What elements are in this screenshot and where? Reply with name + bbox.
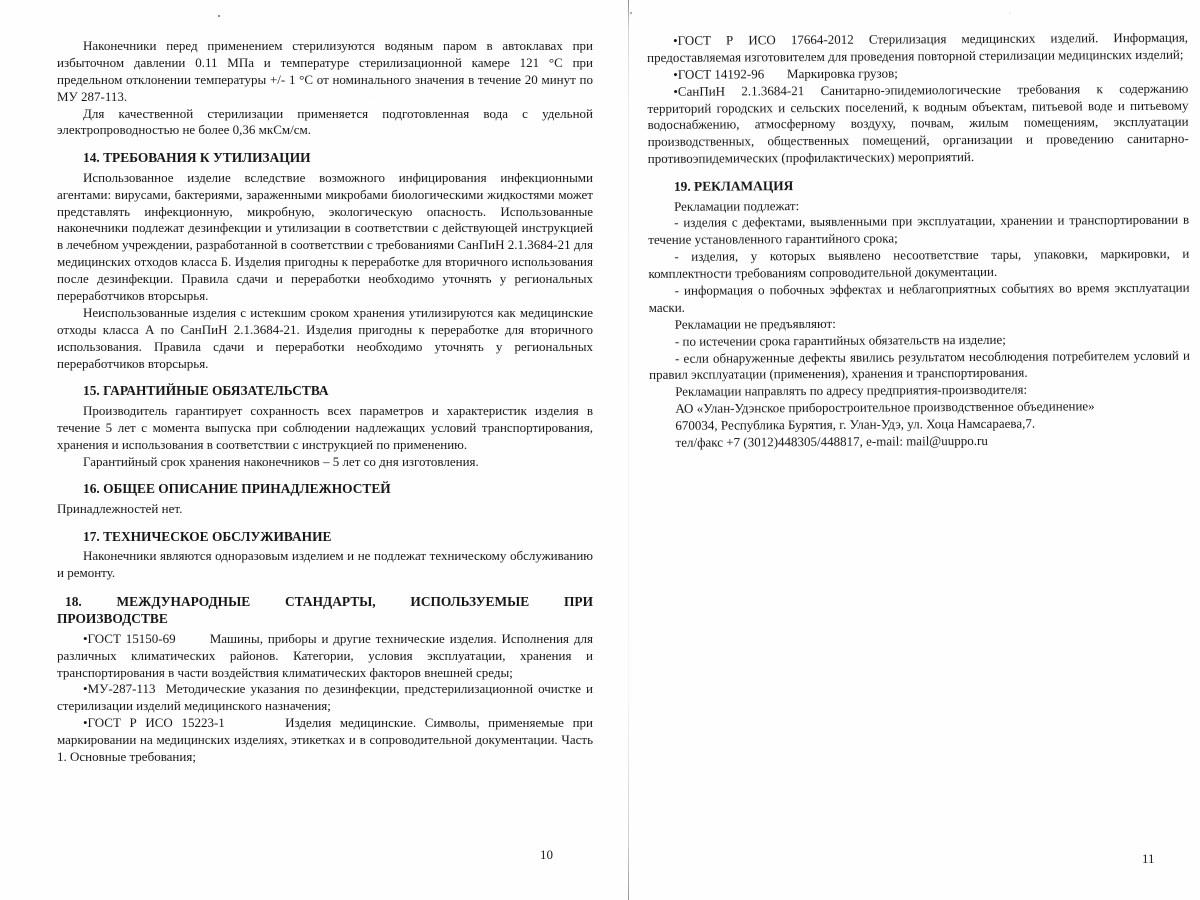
paragraph: Наконечники являются одноразовым изделием и не подлежат техническому обслуживанию и ремонту. <box>57 548 593 581</box>
paragraph: тел/факс +7 (3012)448305/448817, e-mail: mail@uuppo.ru <box>675 432 988 450</box>
paragraph: Принадлежностей нет. <box>57 500 183 516</box>
dash-item: - по истечении срока гарантийных обязательств на изделие; <box>674 331 1006 349</box>
page-fold-divider <box>628 0 629 900</box>
paragraph: Рекламации подлежат: <box>674 197 800 214</box>
section-heading: 15. ГАРАНТИЙНЫЕ ОБЯЗАТЕЛЬСТВА <box>83 383 329 399</box>
bullet-item: •МУ-287-113 Методические указания по дезинфекции, предстерилизационной очистке и стерилизации изделий медицинского назначения; <box>57 681 593 714</box>
bullet-item: •СанПиН 2.1.3684-21 Санитарно-эпидемиологические требования к содержанию территорий городских и сельских поселений, к водным объектам, питьевой воде и питьевому водоснабжению, атмосферному воздуху, почвам, жилым помещениям, эксплуатации производственных, общественных помещений, организации и проведению санитарно-противоэпидемических (профилактических) мероприятий. <box>647 80 1189 167</box>
paragraph: Гарантийный срок хранения наконечников – 5 лет со дня изготовления. <box>83 453 479 469</box>
paragraph: Использованное изделие вследствие возможного инфицирования инфекционными агентами: вирусами, бактериями, зараженными микробами биологическими жидкостями может представлять инфекционную, микробную, экологическую опасность. Использованные наконечники подлежат дезинфекции и утилизации в соответствии с действующей инструкцией в лечебном учреждении, разработанной в соответствии с требованиями СанПиН 2.1.3684-21 для медицинских отходов класса Б. Изделия пригодны к переработке для вторичного использования после дезинфекции. Правила сдачи и переработки необходимо уточнять у региональных переработчиков вторсырья. <box>57 169 593 303</box>
bullet-item: •ГОСТ Р ИСО 15223-1 Изделия медицинские. Символы, применяемые при маркировании на медицинских изделиях, этикетках и в сопроводительной документации. Часть 1. Основные требования; <box>57 715 593 765</box>
page-11 <box>647 30 1191 452</box>
page-number-11: 11 <box>1142 851 1155 866</box>
bullet-item: •ГОСТ 15150-69 Машины, приборы и другие технические изделия. Исполнения для различных климатических районов. Категории, условия эксплуатации, хранения и транспортирования в части воздействия климатических факторов внешней среды; <box>57 630 593 680</box>
page-number-10: 10 <box>540 847 553 862</box>
bullet-item: •ГОСТ Р ИСО 17664-2012 Стерилизация медицинских изделий. Информация, предоставляемая изготовителем для проведения повторной стерилизации медицинских изделий; <box>647 29 1189 65</box>
paragraph: Для качественной стерилизации применяется подготовленная вода с удельной электропроводностью не более 0,36 мкСм/см. <box>57 105 593 138</box>
dash-item: - изделия, у которых выявлено несоответствие тары, упаковки, маркировки, и комплектности требованиям сопроводительной документации. <box>648 245 1190 282</box>
scan-specks <box>0 0 2 2</box>
dash-item: - информация о побочных эффектах и неблагоприятных событиях во время эксплуатации маски. <box>648 279 1190 315</box>
paragraph: Неиспользованные изделия с истекшим сроком хранения утилизируются как медицинские отходы класса А по СанПиН 2.1.3684-21. Изделия пригодны к переработке для вторичного использования. Правила сдачи и переработки необходимо уточнять у региональных переработчиков вторсырья. <box>57 304 593 371</box>
paragraph: АО «Улан-Удэнское приборостроительное производственное объединение» <box>675 398 1095 417</box>
dash-item: - изделия с дефектами, выявленными при эксплуатации, хранении и транспортировании в течение установленного гарантийного срока; <box>648 212 1190 248</box>
bullet-item: •ГОСТ 14192-96 Маркировка грузов; <box>673 65 898 82</box>
section-heading: 19. РЕКЛАМАЦИЯ <box>673 178 794 194</box>
paragraph: Наконечники перед применением стерилизуются водяным паром в автоклавах при избыточном давлении 0.11 МПа и температуре стерилизационной камере 121 °С при предельном отклонении температуры +/- 1 °С от номинального значения в течение 20 минут по МУ 287-113. <box>57 38 593 104</box>
dash-item: - если обнаруженные дефекты явились результатом несоблюдения потребителем условий и правил эксплуатации (применения), хранения и транспортирования. <box>649 347 1191 383</box>
paragraph: Рекламации направлять по адресу предприятия-производителя: <box>675 382 1028 400</box>
paragraph: Рекламации не предъявляют: <box>674 315 836 332</box>
paragraph: 670034, Республика Бурятия, г. Улан-Удэ, ул. Хоца Намсараева,7. <box>675 415 1036 433</box>
section-heading: 16. ОБЩЕЕ ОПИСАНИЕ ПРИНАДЛЕЖНОСТЕЙ <box>83 481 391 497</box>
section-heading: 18. МЕЖДУНАРОДНЫЕ СТАНДАРТЫ, ИСПОЛЬЗУЕМЫЕ ПРИ ПРОИЗВОДСТВЕ <box>57 593 593 627</box>
paragraph: Производитель гарантирует сохранность всех параметров и характеристик изделия в течение 5 лет с момента выпуска при соблюдении надлежащих условий транспортирования, хранения и использования в соответствии с инструкцией по применению. <box>57 402 593 452</box>
section-heading: 17. ТЕХНИЧЕСКОЕ ОБСЛУЖИВАНИЕ <box>83 528 332 544</box>
section-heading: 14. ТРЕБОВАНИЯ К УТИЛИЗАЦИИ <box>83 150 311 166</box>
page-10 <box>57 38 593 766</box>
